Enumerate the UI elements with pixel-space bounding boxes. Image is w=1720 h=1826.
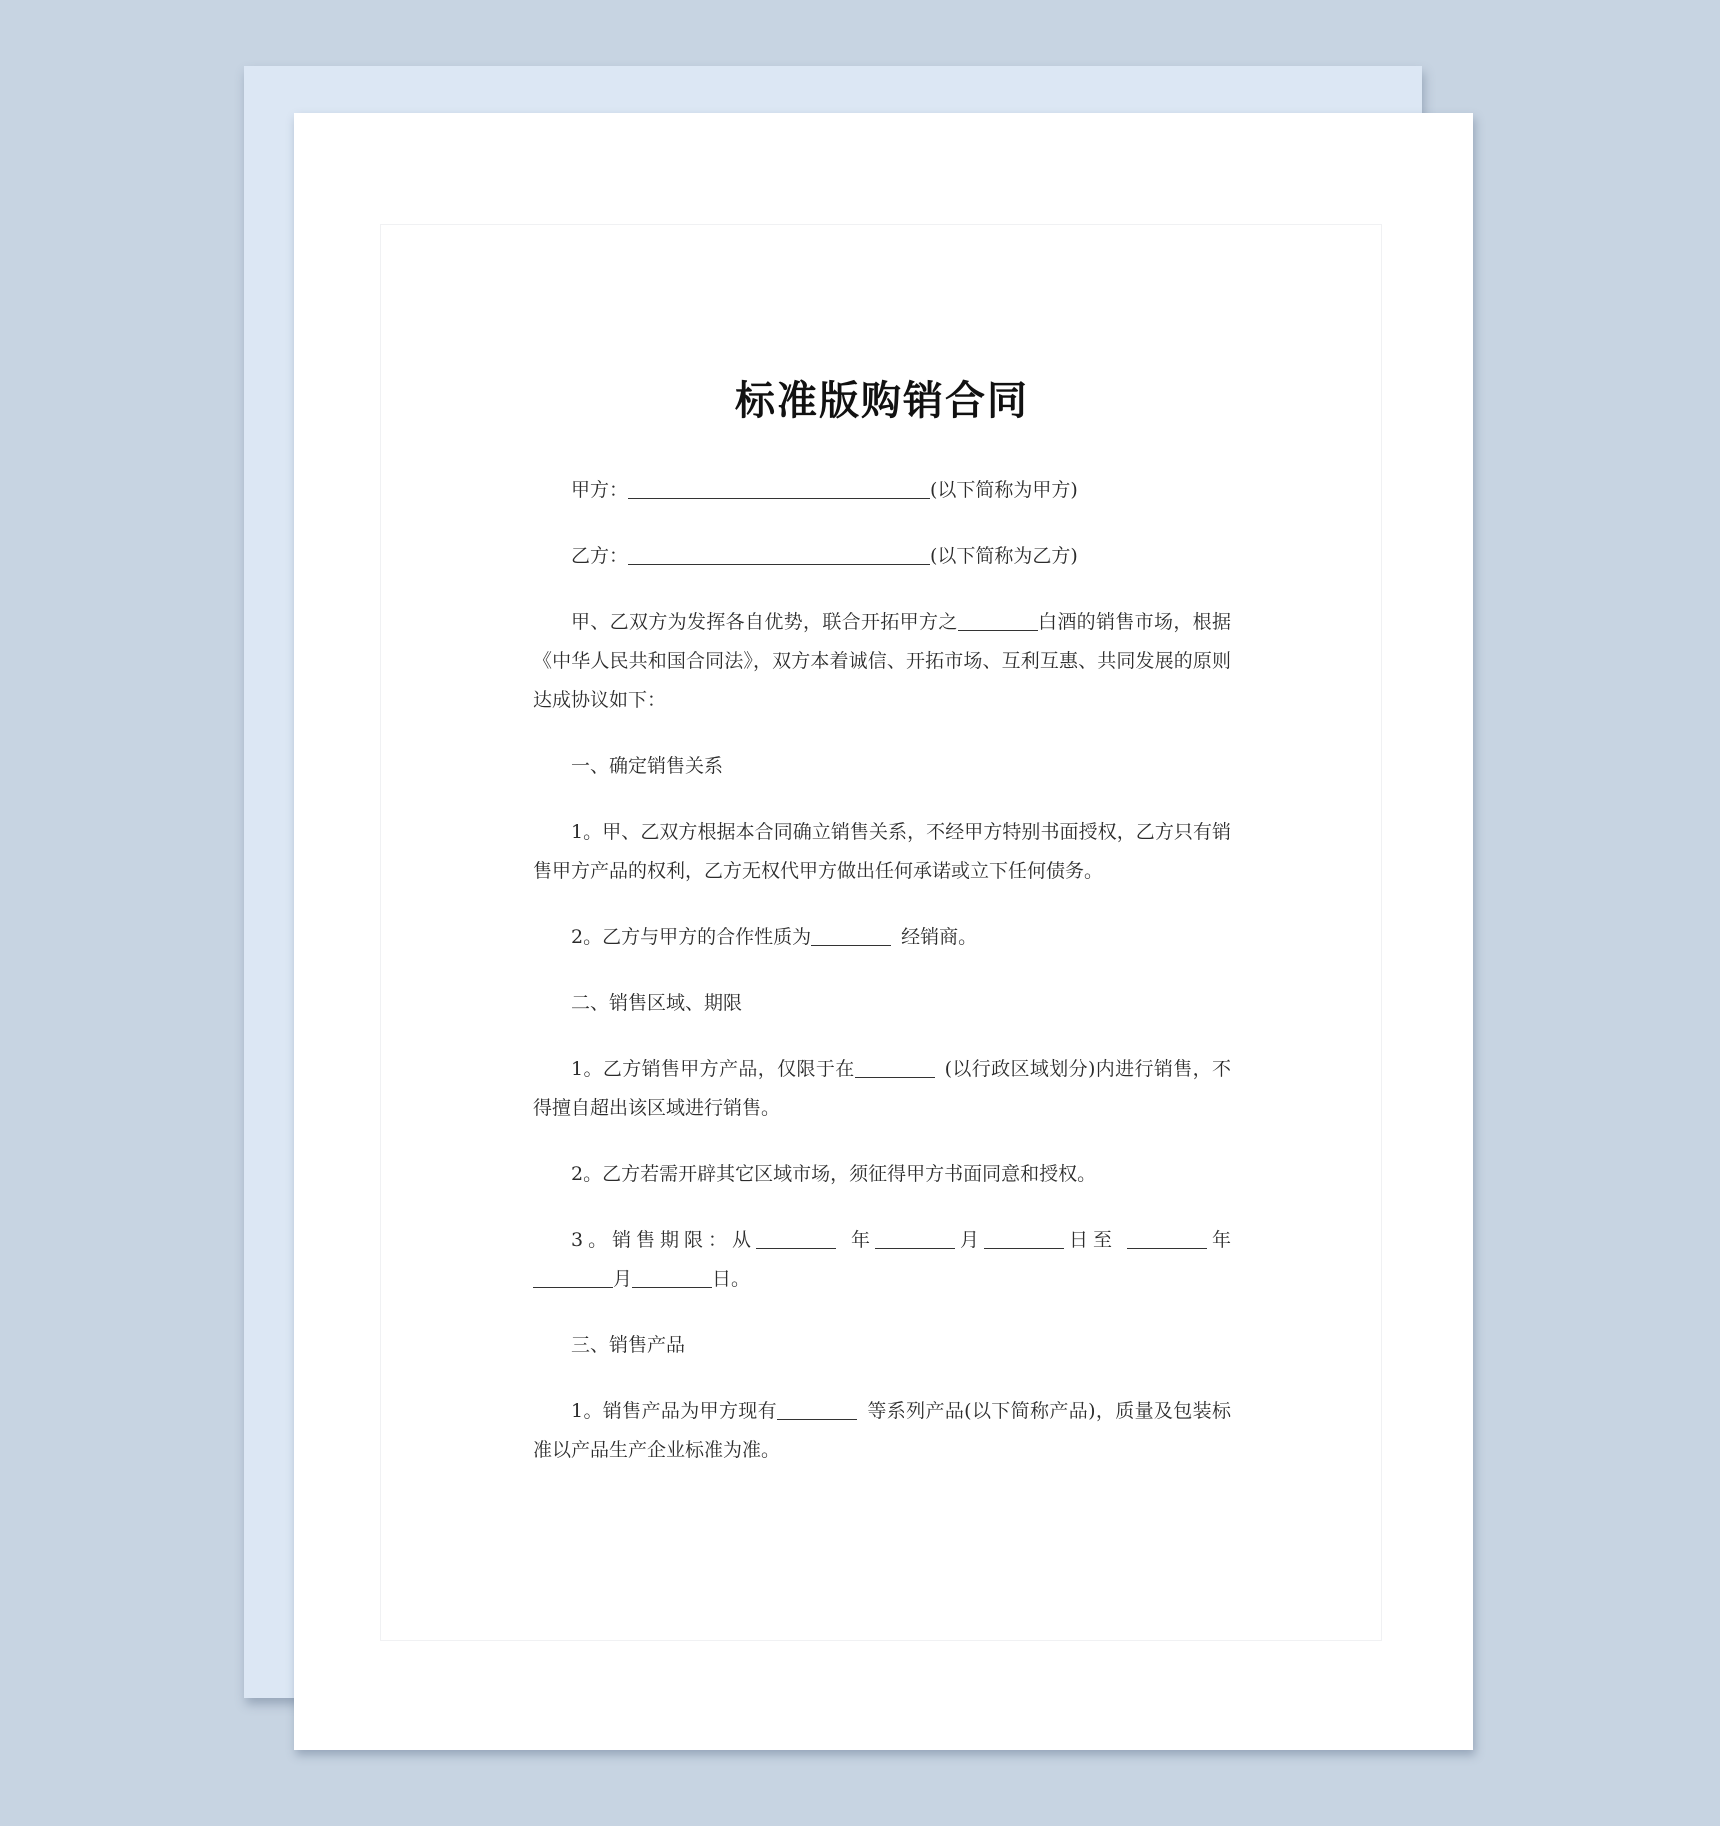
section-1-item-1: 1。甲、乙双方根据本合同确立销售关系，不经甲方特别书面授权，乙方只有销售甲方产品的权利，乙方无权代甲方做出任何承诺或立下任何债务。 [533,821,1231,882]
market-blank[interactable] [958,611,1038,631]
start-day-blank[interactable] [984,1229,1064,1249]
document-title: 标准版购销合同 [735,377,1029,424]
party-b-label: 乙方： [571,545,629,567]
period-month-label: 月 [955,1229,984,1251]
start-year-blank[interactable] [756,1229,836,1249]
period-year-label: 年 [846,1229,875,1251]
region-text-2: (以行政区域划分)内进行销售，不得擅自超出该区域进行销售。 [533,1058,1232,1119]
party-b-line [533,537,1231,576]
region-blank[interactable] [855,1058,935,1078]
section-2-heading: 二、销售区域、期限 [571,992,743,1014]
cooperation-text-1: 2。乙方与甲方的合作性质为 [571,926,812,948]
document-body [533,375,1231,1497]
section-3-heading: 三、销售产品 [571,1334,686,1356]
period-prefix: 3。销售期限：从 [571,1229,757,1251]
party-b-blank[interactable] [628,545,930,565]
party-a-blank[interactable] [628,479,930,499]
period-day-end-label: 日。 [712,1268,751,1290]
start-month-blank[interactable] [875,1229,955,1249]
product-text-2: 等系列产品(以下简称产品)，质量及包装标准以产品生产企业标准为准。 [533,1400,1232,1461]
preamble-text-1: 甲、乙双方为发挥各自优势，联合开拓甲方之 [571,611,958,633]
cooperation-blank[interactable] [811,926,891,946]
section-2-item-2: 2。乙方若需开辟其它区域市场，须征得甲方书面同意和授权。 [571,1163,1097,1185]
section-1-heading: 一、确定销售关系 [571,755,724,777]
section-2-item-1 [533,1050,1231,1128]
region-text-1: 1。乙方销售甲方产品，仅限于在 [571,1058,855,1080]
period-day-to-label: 日至 [1063,1229,1117,1251]
product-blank[interactable] [777,1400,857,1420]
party-a-suffix: (以下简称为甲方) [930,479,1078,501]
product-text-1: 1。销售产品为甲方现有 [571,1400,778,1422]
party-a-line [533,471,1231,510]
document-page [294,113,1473,1750]
section-1-item-2 [533,918,1231,957]
end-day-blank[interactable] [632,1268,712,1288]
preamble-text-2: 白酒的销售市场，根据《中华人民共和国合同法》，双方本着诚信、开拓市场、互利互惠、共同发展的原则达成协议如下： [533,611,1231,711]
period-year2-label: 年 [1206,1229,1231,1251]
end-month-blank[interactable] [533,1268,613,1288]
party-b-suffix: (以下简称为乙方) [930,545,1078,567]
end-year-blank[interactable] [1127,1229,1207,1249]
preamble-paragraph [533,603,1231,720]
section-3-item-1 [533,1392,1231,1470]
cooperation-text-2: 经销商。 [901,926,978,948]
party-a-label: 甲方： [571,479,629,501]
period-month2-label: 月 [613,1268,633,1290]
section-2-item-3 [533,1221,1231,1299]
